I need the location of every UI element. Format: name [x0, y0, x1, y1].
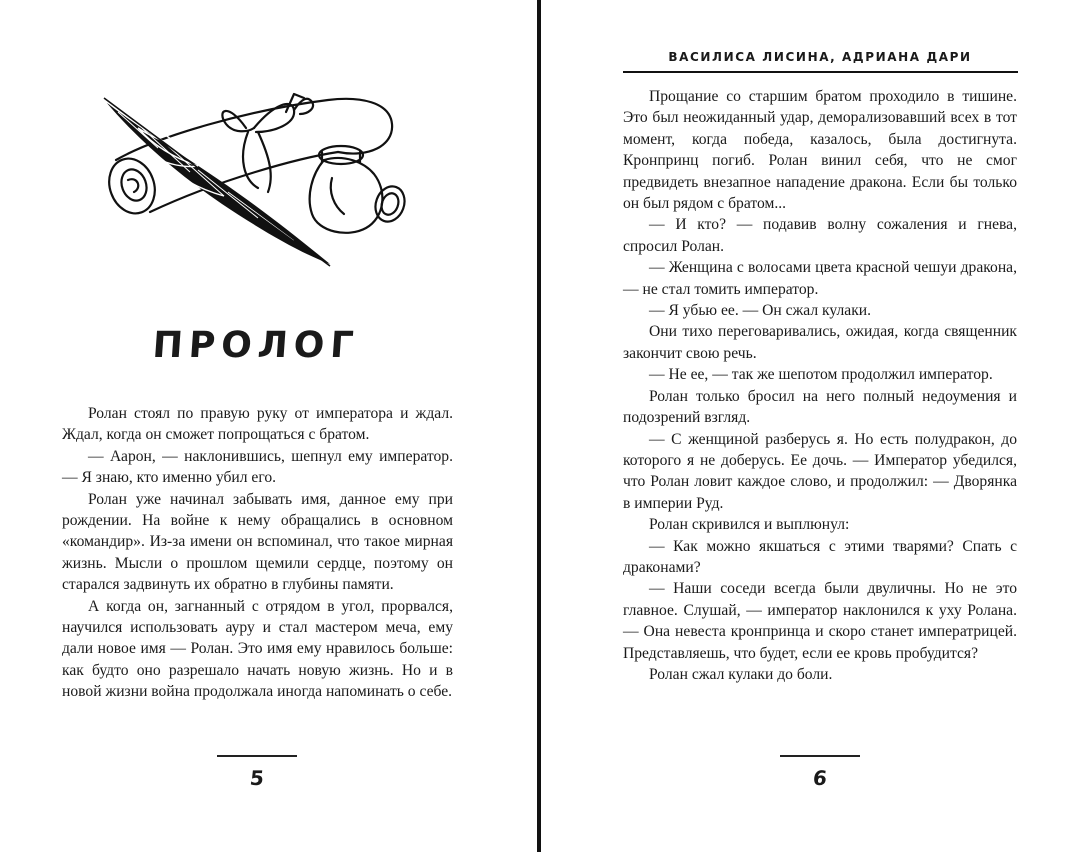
left-page-body-text — [62, 403, 453, 703]
page-number: 5 — [248, 766, 266, 790]
right-page-body-text — [623, 86, 1017, 685]
right-page — [541, 0, 1076, 852]
paragraph: — Аарон, — наклонившись, шепнул ему император. — Я знаю, кто именно убил его. — [62, 447, 453, 487]
paragraph: Прощание со старшим братом проходило в тишине. Это был неожиданный удар, деморализовавший всех в тот момент, когда победа, казалось, была достигнута. Кронпринц погиб. Ролан винил себя, что не смог предвидеть внезапное нападение дракона. Если бы только он был рядом с братом... — [623, 88, 1017, 213]
running-header-authors: ВАСИЛИСА ЛИСИНА, АДРИАНА ДАРИ — [668, 50, 972, 64]
scroll-quill-inkwell-icon — [98, 88, 414, 273]
left-page — [0, 0, 537, 852]
paragraph: Ролан сжал кулаки до боли. — [649, 665, 833, 683]
header-divider — [623, 71, 1018, 73]
paragraph: — Не ее, — так же шепотом продолжил император. — [649, 366, 993, 384]
paragraph: А когда он, загнанный с отрядом в угол, прорвался, научился использовать ауру и стал мастером меча, ему дали новое имя — Ролан. Это имя ему нравилось больше: как будто оно разрешало начать новую жизнь. Но и в новой жизни война продолжала иногда напоминать о себе. — [62, 597, 453, 701]
paragraph: Ролан стоял по правую руку от императора и ждал. Ждал, когда он сможет попрощаться с братом. — [62, 405, 453, 444]
paragraph: — С женщиной разберусь я. Но есть полудракон, до которого я не доберусь. Ее дочь. — Император убедился, что Ролан ловит каждое слово, и продолжил: — Дворянка в империи Руд. — [623, 430, 1017, 512]
paragraph: Ролан только бросил на него полный недоумения и подозрений взгляд. — [623, 387, 1017, 427]
footer-divider — [780, 755, 860, 757]
paragraph: Ролан скривился и выплюнул: — [649, 516, 850, 534]
paragraph: — Женщина с волосами цвета красной чешуи дракона, — не стал томить император. — [623, 259, 1017, 298]
paragraph: Они тихо переговаривались, ожидая, когда священник закончит свою речь. — [623, 323, 1017, 362]
paragraph: — Я убью ее. — Он сжал кулаки. — [649, 302, 872, 320]
chapter-title: ПРОЛОГ — [151, 325, 361, 366]
paragraph: — Наши соседи всегда были двуличны. Но не это главное. Слушай, — император наклонился к уху Ролана. — Она невеста кронпринца и скоро станет императрицей. Представляешь, что будет, если ее кровь пробудится? — [623, 580, 1017, 662]
page-number: 6 — [811, 766, 829, 790]
footer-divider — [217, 755, 297, 757]
paragraph: — Как можно якшаться с этими тварями? Спать с драконами? — [623, 537, 1017, 576]
paragraph: — И кто? — подавив волну сожаления и гнева, спросил Ролан. — [623, 216, 1017, 255]
paragraph: Ролан уже начинал забывать имя, данное ему при рождении. На войне к нему обращались в основном «командир». Из-за имени он вспоминал, что такое мирная жизнь. Мысли о прошлом щемили сердце, поэтому он старался задвинуть их обратно в глубины памяти. — [62, 490, 453, 594]
